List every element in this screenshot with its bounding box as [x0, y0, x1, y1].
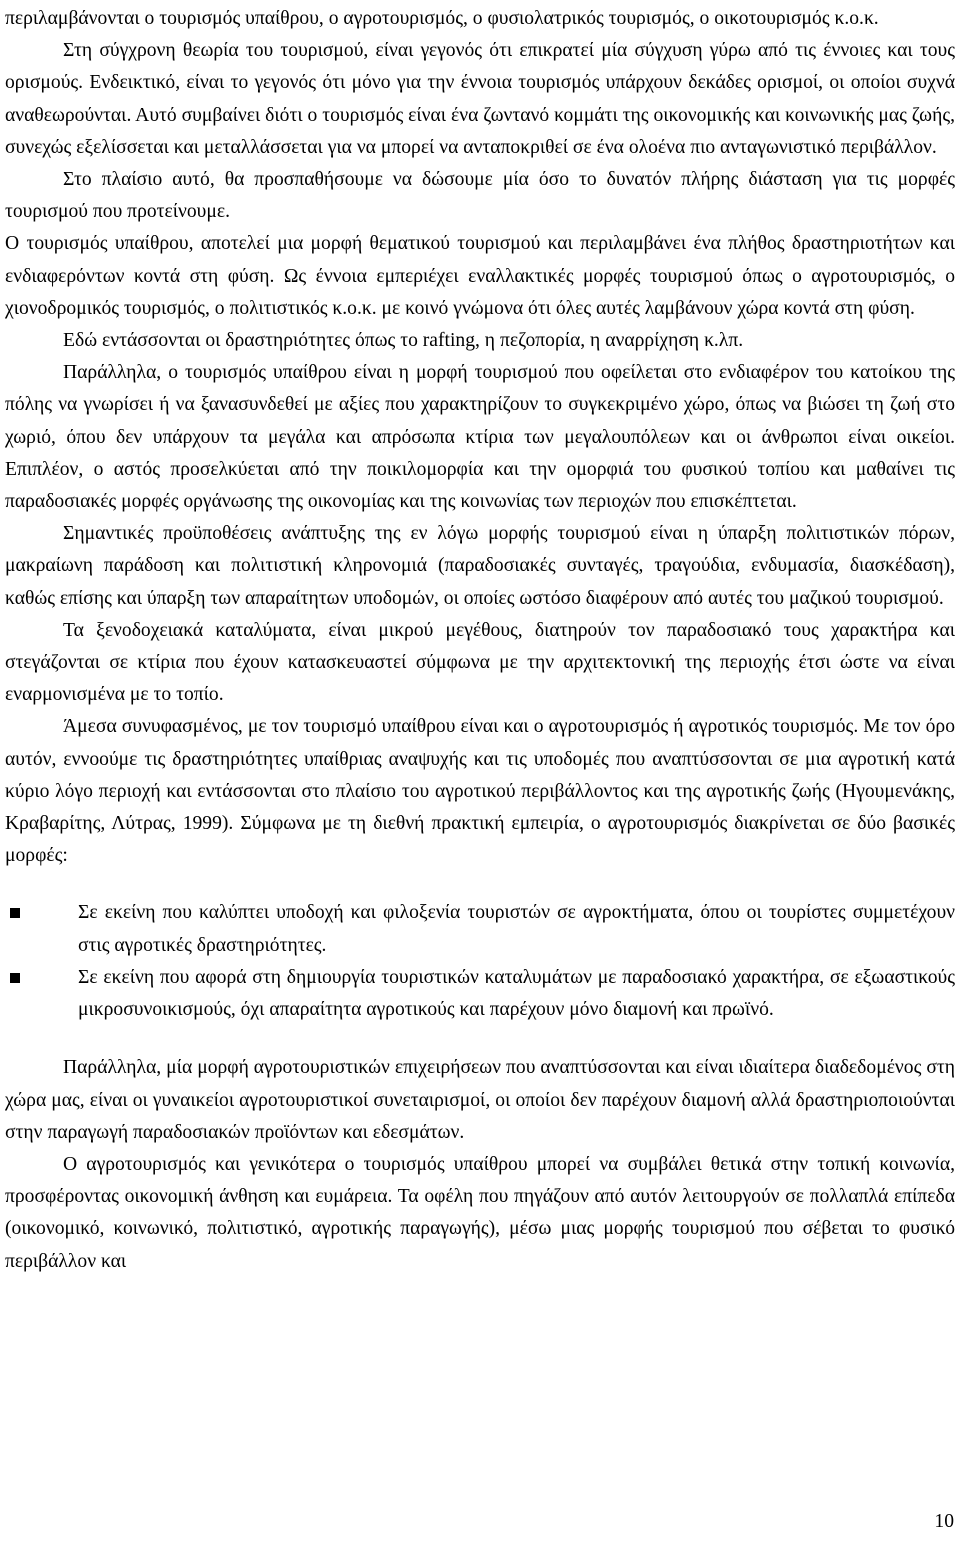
list-item [5, 962, 955, 1026]
square-bullet-icon [10, 908, 20, 918]
paragraph: Ο τουρισμός υπαίθρου, αποτελεί μια μορφή θεματικού τουρισμού και περιλαμβάνει ένα πλήθος δραστηριοτήτων και ενδιαφερόντων κοντά στη φύση. Ως έννοια εμπεριέχει εναλλακτικές μορφές τουρισμού όπως ο αγροτουρισμός, ο χιονοδρομικός τουρισμός, ο πολιτιστικός κ.ο.κ. με κοινό γνώμονα ότι όλες αυτές λαμβάνουν χώρα κοντά στη φύση. [5, 233, 955, 319]
bullet-list [5, 897, 955, 1026]
paragraph: Στο πλαίσιο αυτό, θα προσπαθήσουμε να δώσουμε μία όσο το δυνατόν πλήρης διάσταση για τις μορφές τουρισμού που προτείνουμε. [5, 169, 955, 223]
paragraph: Παράλληλα, ο τουρισμός υπαίθρου είναι η μορφή τουρισμού που οφείλεται στο ενδιαφέρον του κατοίκου της πόλης να γνωρίσει ή να ξανασυνδεθεί με αξίες που χαρακτηρίζουν το συγκεκριμένο χώρο, όπως να βιώσει τη ζωή στο χωριό, όπου δεν υπάρχουν τα μεγάλα και απρόσωπα κτίρια των μεγαλουπόλεων και οι άνθρωποι είναι οικείοι. Επιπλέον, ο αστός προσελκύεται από την ποικιλομορφία και την ομορφιά του φυσικού τοπίου και μαθαίνει τις παραδοσιακές μορφές οργάνωσης της οικονομίας και της κοινωνίας των περιοχών που επισκέπτεται. [5, 362, 955, 513]
square-bullet-icon [10, 973, 20, 983]
paragraph: περιλαμβάνονται ο τουρισμός υπαίθρου, ο αγροτουρισμός, ο φυσιολατρικός τουρισμός, ο οικοτουρισμός κ.ο.κ. [5, 8, 879, 29]
list-item-text: Σε εκείνη που καλύπτει υποδοχή και φιλοξενία τουριστών σε αγροκτήματα, όπου οι τουρίστες συμμετέχουν στις αγροτικές δραστηριότητες. [78, 902, 955, 956]
paragraph: Ο αγροτουρισμός και γενικότερα ο τουρισμός υπαίθρου μπορεί να συμβάλει θετικά στην τοπική κοινωνία, προσφέροντας οικονομική άνθηση και ευμάρεια. Τα οφέλη που πηγάζουν από αυτόν λειτουργούν σε πολλαπλά επίπεδα (οικονομικό, κοινωνικό, πολιτιστικό, αγροτικής παραγωγής), μέσω μιας μορφής τουρισμού που σέβεται το φυσικό περιβάλλον και [5, 1153, 955, 1272]
list-item [5, 897, 955, 961]
document-page [5, 3, 955, 1278]
spacer [5, 872, 955, 897]
paragraph: Παράλληλα, μία μορφή αγροτουριστικών επιχειρήσεων που αναπτύσσονται και είναι ιδιαίτερα διαδεδομένος στη χώρα μας, είναι οι γυναικείοι αγροτουριστικοί συνεταιρισμοί, οι οποίοι δεν παρέχουν διαμονή αλλά δραστηριοποιούνται στην παραγωγή παραδοσιακών προϊόντων και εδεσμάτων. [5, 1057, 955, 1143]
paragraph: Στη σύγχρονη θεωρία του τουρισμού, είναι γεγονός ότι επικρατεί μία σύγχυση γύρω από τις έννοιες και τους ορισμούς. Ενδεικτικό, είναι το γεγονός ότι μόνο για την έννοια τουρισμός υπάρχουν δεκάδες ορισμοί, οι οποίοι συχνά αναθεωρούνται. Αυτό συμβαίνει διότι ο τουρισμός είναι ένα ζωντανό κομμάτι της οικονομικής και κοινωνικής μας ζωής, συνεχώς εξελίσσεται και μεταλλάσσεται για να μπορεί να ανταποκριθεί σε ένα ολοένα πιο ανταγωνιστικό περιβάλλον. [5, 40, 955, 158]
list-item-text: Σε εκείνη που αφορά στη δημιουργία τουριστικών καταλυμάτων με παραδοσιακό χαρακτήρα, σε εξωαστικούς μικροσυνοικισμούς, όχι απαραίτητα αγροτικούς και παρέχουν μόνο διαμονή και πρωϊνό. [78, 966, 955, 1021]
spacer [5, 1026, 955, 1052]
paragraph: Τα ξενοδοχειακά καταλύματα, είναι μικρού μεγέθους, διατηρούν τον παραδοσιακό τους χαρακτήρα και στεγάζονται σε κτίρια που έχουν κατασκευαστεί σύμφωνα με την αρχιτεκτονική της περιοχής έτσι ώστε να είναι εναρμονισμένα με το τοπίο. [5, 619, 955, 706]
paragraph: Άμεσα συνυφασμένος, με τον τουρισμό υπαίθρου είναι και ο αγροτουρισμός ή αγροτικός τουρισμός. Με τον όρο αυτόν, εννοούμε τις δραστηριότητες υπαίθριας αναψυχής και τις υποδομές που αναπτύσσονται σε μια αγροτική κατά κύριο λόγο περιοχή και εντάσσονται στο πλαίσιο του αγροτικού περιβάλλοντος και της αγροτικής ζωής (Ηγουμενάκης, Κραβαρίτης, Λύτρας, 1999). Σύμφωνα με τη διεθνή πρακτική εμπειρία, ο αγροτουρισμός διακρίνεται σε δύο βασικές μορφές: [5, 716, 955, 867]
page-number: 10 [934, 1511, 954, 1532]
paragraph: Σημαντικές προϋποθέσεις ανάπτυξης της εν λόγω μορφής τουρισμού είναι η ύπαρξη πολιτιστικών πόρων, μακραίωνη παράδοση και πολιτιστική κληρονομιά (παραδοσιακές συνταγές, τραγούδια, ενδυμασία, διασκέδαση), καθώς επίσης και ύπαρξη των απαραίτητων υποδομών, οι οποίες ωστόσο διαφέρουν από αυτές του μαζικού τουρισμού. [5, 523, 955, 609]
paragraph: Εδώ εντάσσονται οι δραστηριότητες όπως το rafting, η πεζοπορία, η αναρρίχηση κ.λπ. [63, 330, 744, 352]
